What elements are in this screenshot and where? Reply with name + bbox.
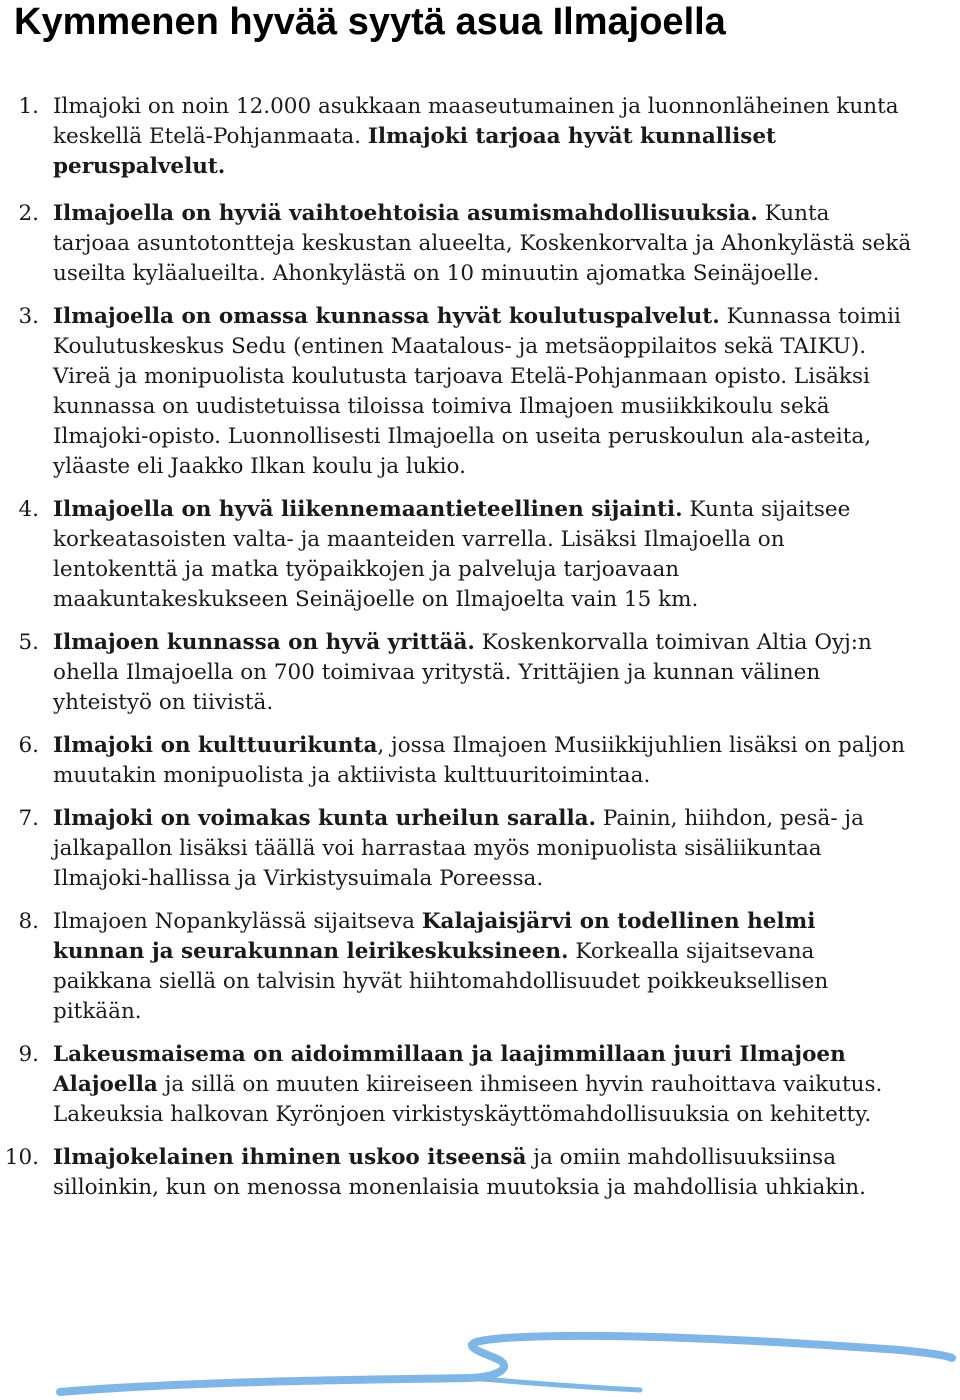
- decorative-swoosh-icon: [0, 1320, 960, 1400]
- item-bold: Ilmajoella on hyvä liikennemaantieteellinen sijainti.: [53, 497, 683, 522]
- item-bold: Ilmajoki tarjoaa hyvät kunnalliset peruspalvelut.: [53, 124, 776, 179]
- item-text: Koskenkorvalla toimivan Altia Oyj:n ohella Ilmajoella on 700 toimivaa yritystä. Yrittäjien ja kunnan välinen yhteistyö on tiivistä.: [53, 630, 872, 715]
- item-bold: Lakeusmaisema on aidoimmillaan ja laajimmillaan juuri Ilmajoen Alajoella: [53, 1042, 846, 1097]
- item-text: Kunta sijaitsee korkeatasoisten valta- ja maanteiden varrella. Lisäksi Ilmajoella on lentokenttä ja matka työpaikkojen ja palveluja tarjoavaan maakuntakeskukseen Seinäjoelle on Ilmajoelta vain 15 km.: [53, 497, 851, 612]
- item-text: , jossa Ilmajoen Musiikkijuhlien lisäksi on paljon muutakin monipuolista ja aktiivista kulttuuritoimintaa.: [53, 733, 905, 788]
- list-item: [0, 628, 913, 718]
- item-text: Korkealla sijaitsevana paikkana siellä on talvisin hyvät hiihtomahdollisuudet poikkeuksellisen pitkään.: [53, 939, 829, 1024]
- list-item: [0, 302, 913, 482]
- item-text: Kunta tarjoaa asuntotontteja keskustan alueelta, Koskenkorvalta ja Ahonkylästä sekä useilta kyläalueilta. Ahonkylästä on 10 minuutin ajomatka Seinäjoelle.: [53, 201, 912, 286]
- item-number: 6.: [18, 733, 39, 758]
- item-number: 2.: [18, 201, 39, 226]
- list-item: [0, 199, 913, 289]
- item-number: 7.: [18, 806, 39, 831]
- item-text: ja omiin mahdollisuuksiinsa silloinkin, kun on menossa monenlaisia muutoksia ja mahdollisia uhkiakin.: [53, 1145, 866, 1200]
- item-text: ja sillä on muuten kiireiseen ihmiseen hyvin rauhoittava vaikutus. Lakeuksia halkovan Kyrönjoen virkistyskäyttömahdollisuuksia on kehitetty.: [53, 1072, 883, 1127]
- item-number: 4.: [18, 497, 39, 522]
- list-item: [0, 92, 913, 182]
- reasons-list: [0, 92, 960, 1203]
- item-text: Ilmajoen Nopankylässä sijaitseva: [53, 909, 422, 934]
- item-number: 5.: [18, 630, 39, 655]
- item-number: 1.: [18, 94, 39, 119]
- item-bold: Ilmajoen kunnassa on hyvä yrittää.: [53, 630, 475, 655]
- item-bold: Ilmajokelainen ihminen uskoo itseensä: [53, 1145, 527, 1170]
- item-text: Kunnassa toimii Koulutuskeskus Sedu (entinen Maatalous- ja metsäoppilaitos sekä TAIKU). Vireä ja monipuolista koulutusta tarjoava Etelä-Pohjanmaan opisto. Lisäksi kunnassa on uudistetuissa tiloissa toimiva Ilmajoen musiikkikoulu sekä Ilmajoki-opisto. Luonnollisesti Ilmajoella on useita peruskoulun ala-asteita, yläaste eli Jaakko Ilkan koulu ja lukio.: [53, 304, 901, 479]
- list-item: [0, 495, 913, 615]
- list-item: [0, 1143, 913, 1203]
- item-text: Painin, hiihdon, pesä- ja jalkapallon lisäksi täällä voi harrastaa myös monipuolista sisäliikuntaa Ilmajoki-hallissa ja Virkistysuimala Poreessa.: [53, 806, 864, 891]
- item-number: 9.: [18, 1042, 39, 1067]
- list-item: [0, 804, 913, 894]
- list-item: [0, 731, 913, 791]
- page-title: Kymmenen hyvää syytä asua Ilmajoella: [14, 1, 726, 43]
- item-bold: Kalajaisjärvi on todellinen helmi kunnan ja seurakunnan leirikeskuksineen.: [53, 909, 816, 964]
- item-bold: Ilmajoella on omassa kunnassa hyvät koulutuspalvelut.: [53, 304, 720, 329]
- item-number: 3.: [18, 304, 39, 329]
- list-item: [0, 1040, 913, 1130]
- item-text: Ilmajoki on noin 12.000 asukkaan maaseutumainen ja luonnonläheinen kunta keskellä Etelä-Pohjanmaata.: [53, 94, 899, 149]
- item-bold: Ilmajoki on kulttuurikunta: [53, 733, 378, 758]
- item-bold: Ilmajoki on voimakas kunta urheilun saralla.: [53, 806, 597, 831]
- list-item: [0, 907, 913, 1027]
- item-number: 10.: [4, 1145, 39, 1170]
- item-number: 8.: [18, 909, 39, 934]
- item-bold: Ilmajoella on hyviä vaihtoehtoisia asumismahdollisuuksia.: [53, 201, 758, 226]
